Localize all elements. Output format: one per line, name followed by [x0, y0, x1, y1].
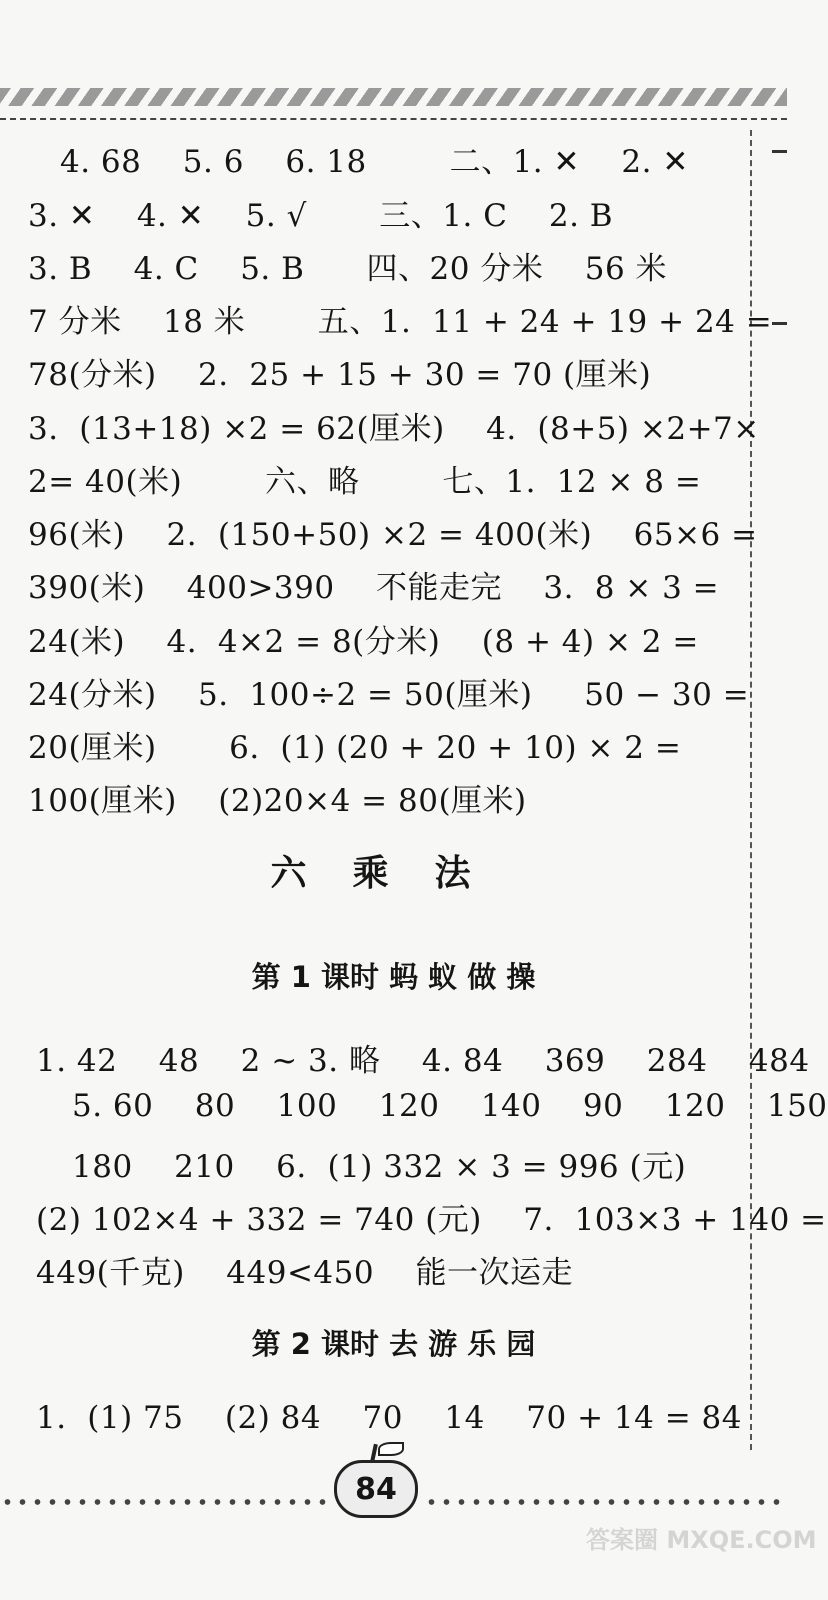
watermark: 答案圈 MXQE.COM [586, 1526, 817, 1554]
top-hatched-border [0, 88, 787, 106]
answer-line: 24(分米) 5. 100÷2 = 50(厘米) 50 − 30 = [28, 677, 750, 713]
section-title: 六乘法 [270, 853, 517, 894]
bottom-dotted-border [424, 1492, 787, 1512]
answer-line: 100(厘米) (2)20×4 = 80(厘米) [28, 783, 527, 819]
answer-line: 4. 68 5. 6 6. 18 二、1. ✕ 2. ✕ [60, 144, 689, 180]
answer-line: 1. 42 48 2 ~ 3. 略 4. 84 369 284 484 [36, 1043, 810, 1079]
edge-mark [772, 322, 787, 325]
lesson-title: 第 2 课时 去 游 乐 园 [251, 1327, 536, 1361]
bottom-dotted-border [0, 1492, 330, 1512]
answer-line: 3. ✕ 4. ✕ 5. √ 三、1. C 2. B [28, 198, 614, 234]
apple-leaf-icon [378, 1442, 404, 1456]
answer-line: 3. B 4. C 5. B 四、20 分米 56 米 [28, 251, 668, 287]
top-dashed-rule [0, 118, 787, 120]
answer-line: 5. 60 80 100 120 140 90 120 150 [72, 1088, 828, 1124]
answer-line: 3. (13+18) ×2 = 62(厘米) 4. (8+5) ×2+7× [28, 411, 760, 447]
answer-line: 78(分米) 2. 25 + 15 + 30 = 70 (厘米) [28, 357, 652, 393]
answer-line: 7 分米 18 米 五、1. 11 + 24 + 19 + 24 = [28, 304, 773, 340]
answer-line: 24(米) 4. 4×2 = 8(分米) (8 + 4) × 2 = [28, 624, 699, 660]
answer-line: 1. (1) 75 (2) 84 70 14 70 + 14 = 84 [36, 1400, 742, 1436]
answer-line: 449(千克) 449<450 能一次运走 [36, 1255, 574, 1291]
answer-line: 390(米) 400>390 不能走完 3. 8 × 3 = [28, 570, 720, 606]
answer-line: (2) 102×4 + 332 = 740 (元) 7. 103×3 + 140 = [36, 1202, 827, 1238]
answer-line: 2= 40(米) 六、略 七、1. 12 × 8 = [28, 464, 702, 500]
edge-mark [772, 150, 787, 153]
lesson-title: 第 1 课时 蚂 蚁 做 操 [251, 960, 536, 994]
answer-line: 96(米) 2. (150+50) ×2 = 400(米) 65×6 = [28, 517, 758, 553]
page-number: 84 [334, 1460, 418, 1518]
answer-line: 180 210 6. (1) 332 × 3 = 996 (元) [72, 1149, 687, 1185]
answer-line: 20(厘米) 6. (1) (20 + 20 + 10) × 2 = [28, 730, 682, 766]
